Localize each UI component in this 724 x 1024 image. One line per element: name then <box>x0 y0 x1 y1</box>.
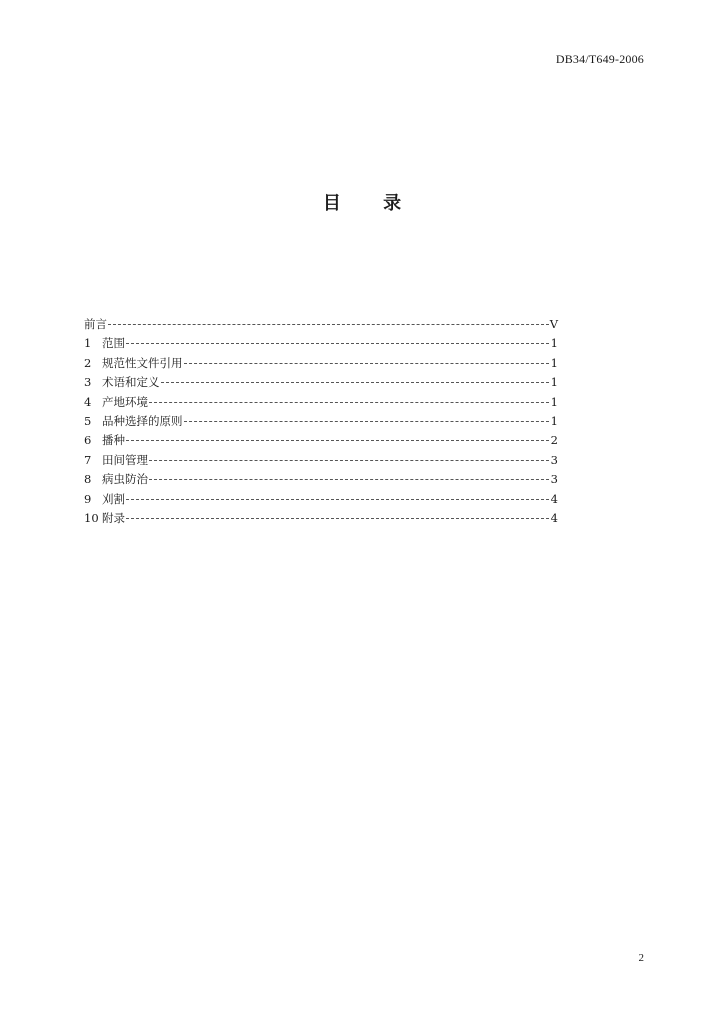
toc-entry-page: 1 <box>550 355 558 370</box>
standard-code: DB34/T649-2006 <box>555 52 644 66</box>
toc-leader-dots <box>149 479 549 480</box>
toc-entry-page: V <box>549 317 558 331</box>
toc-entry-label: 附录 <box>102 510 125 525</box>
toc-entry-scope[interactable] <box>84 335 558 354</box>
toc-leader-dots <box>108 324 549 325</box>
toc-entry-page: 1 <box>550 413 558 428</box>
toc-entry-number: 8 <box>84 472 92 487</box>
toc-entry-label: 田间管理 <box>102 452 148 467</box>
table-of-contents <box>84 316 558 529</box>
toc-entry-label: 术语和定义 <box>102 375 160 390</box>
page-number: 2 <box>638 952 644 964</box>
toc-entry-page: 4 <box>550 510 558 525</box>
toc-entry-number: 3 <box>84 375 92 390</box>
toc-leader-dots <box>149 402 549 403</box>
toc-entry-variety-selection[interactable] <box>84 413 558 432</box>
toc-entry-page: 1 <box>550 336 558 351</box>
toc-entry-page: 3 <box>550 472 558 487</box>
toc-entry-number: 5 <box>84 413 92 428</box>
toc-entry-number: 10 <box>84 510 99 525</box>
toc-entry-appendix[interactable] <box>84 510 558 529</box>
toc-entry-environment[interactable] <box>84 394 558 413</box>
toc-entry-field-management[interactable] <box>84 452 558 471</box>
toc-entry-sowing[interactable] <box>84 432 558 451</box>
toc-entry-mowing[interactable] <box>84 491 558 510</box>
toc-entry-page: 3 <box>550 452 558 467</box>
toc-entry-label: 规范性文件引用 <box>102 355 183 370</box>
toc-leader-dots <box>149 460 549 461</box>
toc-entry-number: 1 <box>84 336 92 351</box>
toc-entry-page: 2 <box>550 433 558 448</box>
toc-entry-page: 1 <box>550 394 558 409</box>
toc-entry-foreword[interactable] <box>84 316 558 335</box>
toc-entry-label: 病虫防治 <box>102 472 148 487</box>
toc-entry-number: 2 <box>84 355 92 370</box>
toc-leader-dots <box>126 343 549 344</box>
toc-leader-dots <box>184 421 550 422</box>
toc-leader-dots <box>126 518 549 519</box>
toc-entry-label: 前言 <box>84 317 107 331</box>
page-title: 目 录 <box>322 193 420 214</box>
toc-entry-label: 品种选择的原则 <box>102 413 183 428</box>
toc-entry-page: 1 <box>550 375 558 390</box>
toc-leader-dots <box>161 382 550 383</box>
toc-leader-dots <box>126 499 549 500</box>
toc-entry-number: 9 <box>84 491 92 506</box>
toc-entry-number: 4 <box>84 394 92 409</box>
toc-entry-page: 4 <box>550 491 558 506</box>
toc-leader-dots <box>126 440 549 441</box>
toc-entry-normative-references[interactable] <box>84 355 558 374</box>
toc-entry-label: 播种 <box>102 433 125 448</box>
toc-entry-label: 范围 <box>102 336 125 351</box>
toc-entry-label: 刈割 <box>102 491 125 506</box>
toc-entry-terms[interactable] <box>84 374 558 393</box>
toc-entry-number: 7 <box>84 452 92 467</box>
toc-entry-label: 产地环境 <box>102 394 148 409</box>
toc-entry-pest-control[interactable] <box>84 471 558 490</box>
toc-leader-dots <box>184 363 550 364</box>
toc-entry-number: 6 <box>84 433 92 448</box>
